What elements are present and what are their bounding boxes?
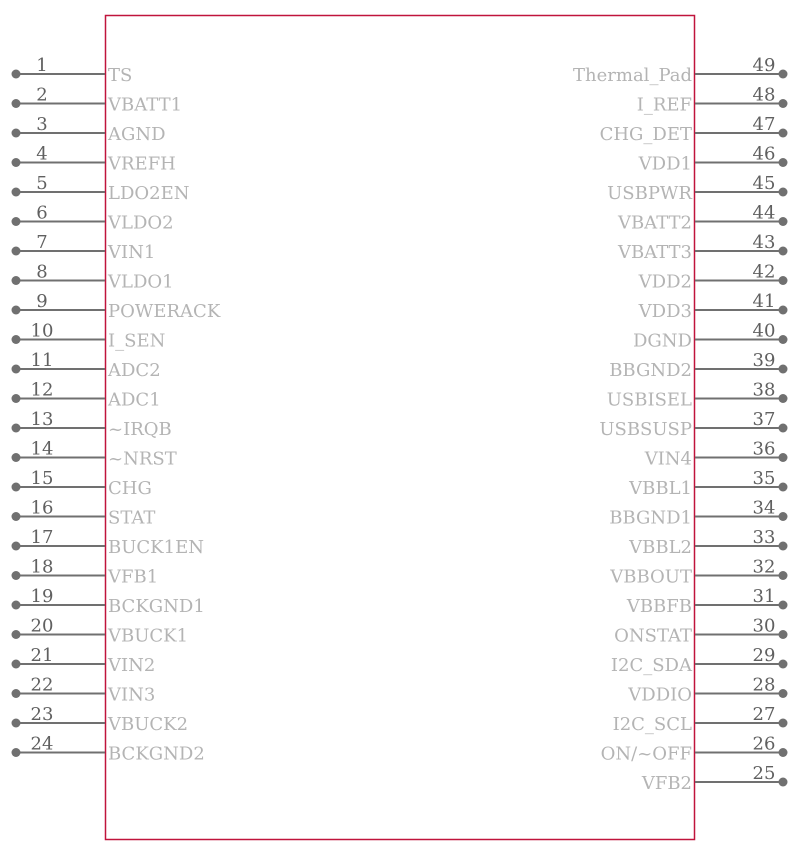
pin-35 [628,468,787,499]
pin-25 [641,763,788,794]
pin-6 [12,203,174,234]
pin-endpoint-dot [12,748,21,757]
pin-number: 13 [30,409,54,430]
pin-number: 28 [752,674,776,696]
pin-name-label: I2C_SCL [612,714,692,735]
pin-39 [609,350,787,381]
pin-2 [12,85,183,116]
pin-name-label: I_SEN [108,330,166,352]
pin-name-label: VLDO2 [108,212,174,234]
pin-number: 44 [752,202,776,224]
pin-41 [638,291,788,322]
pin-name-label: ~IRQB [108,419,172,440]
pin-number: 5 [36,173,48,194]
pin-name-label: USBPWR [607,183,692,204]
pin-number: 32 [752,556,776,578]
pin-19 [12,586,205,617]
pin-8 [12,262,174,293]
pin-number: 45 [752,173,776,194]
pin-endpoint-dot [779,483,788,492]
pin-name-label: ADC2 [108,360,161,381]
pin-23 [12,704,189,735]
pin-name-label: VDD3 [638,301,692,322]
pin-endpoint-dot [12,188,21,197]
pin-number: 47 [752,114,776,135]
pin-endpoint-dot [12,424,21,433]
pin-number: 6 [36,202,48,224]
pin-7 [12,232,156,263]
pin-name-label: DGND [633,330,692,352]
pin-14 [12,439,177,470]
pin-endpoint-dot [12,217,21,226]
pin-name-label: I2C_SDA [610,655,692,676]
pin-endpoint-dot [779,542,788,551]
pin-number: 31 [752,586,776,607]
pin-name-label: VBATT3 [617,242,692,263]
pin-number: 48 [752,84,776,106]
pin-name-label: AGND [108,124,166,145]
pin-20 [12,616,189,647]
pin-27 [613,704,788,735]
pin-49 [573,55,787,86]
pin-endpoint-dot [12,630,21,639]
pin-endpoint-dot [12,276,21,285]
pin-endpoint-dot [779,276,788,285]
pin-name-label: BUCK1EN [108,537,204,558]
pin-name-label: ~NRST [108,448,177,470]
pin-30 [614,616,787,647]
pin-number: 33 [752,527,776,548]
pin-1 [12,55,133,86]
pin-endpoint-dot [12,158,21,167]
pin-4 [12,144,176,175]
pin-endpoint-dot [779,778,788,787]
pin-number: 16 [30,497,54,519]
pin-name-label: Thermal_Pad [573,65,692,86]
pin-36 [644,439,788,470]
pin-24 [12,734,205,765]
pin-name-label: BCKGND1 [108,596,205,617]
pin-name-label: VDDIO [628,684,692,706]
pin-29 [611,645,788,676]
pin-endpoint-dot [779,748,788,757]
pin-endpoint-dot [779,660,788,669]
pin-name-label: VBATT2 [617,212,692,234]
pin-name-label: ONSTAT [614,625,692,647]
pin-number: 40 [752,320,776,342]
pin-number: 12 [30,379,54,401]
pin-endpoint-dot [12,453,21,462]
pin-number: 22 [30,674,54,696]
pin-endpoint-dot [12,306,21,315]
pin-endpoint-dot [12,99,21,108]
pin-47 [600,114,788,145]
pin-number: 19 [30,586,54,607]
pin-name-label: VBBFB [626,596,692,617]
pin-name-label: USBSUSP [599,419,692,440]
pin-name-label: BBGND2 [609,360,692,381]
pin-endpoint-dot [779,70,788,79]
pin-name-label: VIN2 [108,655,156,676]
pin-number: 9 [36,291,48,312]
pin-endpoint-dot [12,335,21,344]
pin-number: 34 [752,497,776,519]
pin-name-label: VIN3 [108,684,156,706]
pin-22 [12,675,156,706]
pin-endpoint-dot [779,719,788,728]
pin-endpoint-dot [779,217,788,226]
pin-name-label: VDD1 [638,153,692,175]
pin-endpoint-dot [779,394,788,403]
pin-number: 35 [752,468,776,489]
pin-name-label: VREFH [108,153,176,175]
pin-number: 21 [30,645,54,666]
pin-endpoint-dot [12,247,21,256]
pin-number: 23 [30,704,54,725]
pin-number: 27 [752,704,776,725]
pin-name-label: USBISEL [606,389,692,411]
pin-endpoint-dot [779,335,788,344]
pin-name-label: TS [108,65,133,86]
pin-endpoint-dot [12,542,21,551]
pin-number: 8 [36,261,48,283]
pin-name-label: I_REF [636,94,692,116]
pin-number: 26 [752,733,776,755]
pin-name-label: VBUCK2 [108,714,189,735]
pin-12 [12,380,161,411]
pin-endpoint-dot [779,247,788,256]
pin-13 [12,409,172,440]
pin-46 [638,144,788,175]
pin-number: 7 [36,232,48,253]
pin-endpoint-dot [12,394,21,403]
pin-10 [12,321,166,352]
pin-endpoint-dot [779,601,788,610]
pin-42 [638,262,788,293]
pin-name-label: POWERACK [108,301,221,322]
pin-number: 17 [30,527,54,548]
pin-name-label: VBBOUT [610,566,692,588]
pin-37 [599,409,787,440]
pin-number: 36 [752,438,776,460]
pin-endpoint-dot [12,512,21,521]
pin-48 [637,85,788,116]
pin-endpoint-dot [12,365,21,374]
pin-name-label: BCKGND2 [108,743,205,765]
pin-number: 37 [752,409,776,430]
pin-name-label: VBBL2 [629,537,692,558]
pin-endpoint-dot [12,129,21,138]
pin-name-label: VDD2 [638,271,692,293]
pin-43 [617,232,788,263]
pin-number: 20 [30,615,54,637]
pin-34 [609,498,787,529]
pin-number: 46 [752,143,776,165]
pin-endpoint-dot [779,571,788,580]
pin-number: 49 [752,55,776,76]
pin-endpoint-dot [779,630,788,639]
pin-number: 39 [752,350,776,371]
pin-endpoint-dot [779,453,788,462]
pin-endpoint-dot [779,99,788,108]
pin-endpoint-dot [779,424,788,433]
pin-28 [627,675,787,706]
pin-name-label: STAT [108,507,156,529]
pin-16 [12,498,156,529]
pin-endpoint-dot [12,719,21,728]
pin-32 [609,557,787,588]
pin-40 [633,321,788,352]
pin-number: 1 [36,55,48,76]
pin-name-label: VBATT1 [108,94,183,116]
pin-number: 30 [752,615,776,637]
pin-5 [12,173,190,204]
pin-number: 2 [36,84,48,106]
pin-number: 14 [30,438,54,460]
pin-number: 18 [30,556,54,578]
pin-endpoint-dot [12,70,21,79]
pin-endpoint-dot [779,689,788,698]
right-pin-column [573,55,787,794]
pin-11 [12,350,161,381]
pin-name-label: VFB1 [108,566,159,588]
pin-endpoint-dot [779,512,788,521]
pin-number: 42 [752,261,776,283]
pin-21 [12,645,156,676]
pin-name-label: VBBL1 [629,478,692,499]
pin-endpoint-dot [12,660,21,669]
pin-endpoint-dot [12,689,21,698]
pin-name-label: ADC1 [108,389,161,411]
pin-9 [12,291,221,322]
pin-17 [12,527,204,558]
pin-endpoint-dot [779,158,788,167]
pin-name-label: ON/~OFF [600,743,692,765]
pin-name-label: VBUCK1 [108,625,189,647]
pin-15 [12,468,152,499]
pin-endpoint-dot [779,188,788,197]
pin-number: 10 [30,320,54,342]
pin-45 [607,173,787,204]
pin-name-label: VIN1 [108,242,156,263]
pin-18 [12,557,159,588]
pin-name-label: BBGND1 [609,507,692,529]
pin-name-label: VFB2 [641,773,692,794]
pin-33 [628,527,787,558]
pin-number: 4 [36,143,48,165]
pin-number: 43 [752,232,776,253]
pin-number: 38 [752,379,776,401]
pin-38 [607,380,788,411]
pin-number: 29 [752,645,776,666]
pin-name-label: CHG_DET [599,124,692,145]
pin-3 [12,114,166,145]
pin-name-label: CHG [108,478,152,499]
pin-endpoint-dot [779,306,788,315]
pin-name-label: LDO2EN [108,183,190,204]
pin-endpoint-dot [779,129,788,138]
pin-44 [617,203,788,234]
pin-name-label: VLDO1 [108,271,174,293]
pin-endpoint-dot [779,365,788,374]
pin-number: 25 [752,763,776,784]
pin-name-label: VIN4 [644,448,692,470]
pin-endpoint-dot [12,601,21,610]
pin-endpoint-dot [12,483,21,492]
pin-number: 41 [752,291,776,312]
pin-number: 11 [30,350,54,371]
pin-endpoint-dot [12,571,21,580]
left-pin-column [12,55,221,765]
pin-number: 3 [36,114,48,135]
pin-31 [626,586,788,617]
pin-number: 24 [30,733,54,755]
pin-number: 15 [30,468,54,489]
